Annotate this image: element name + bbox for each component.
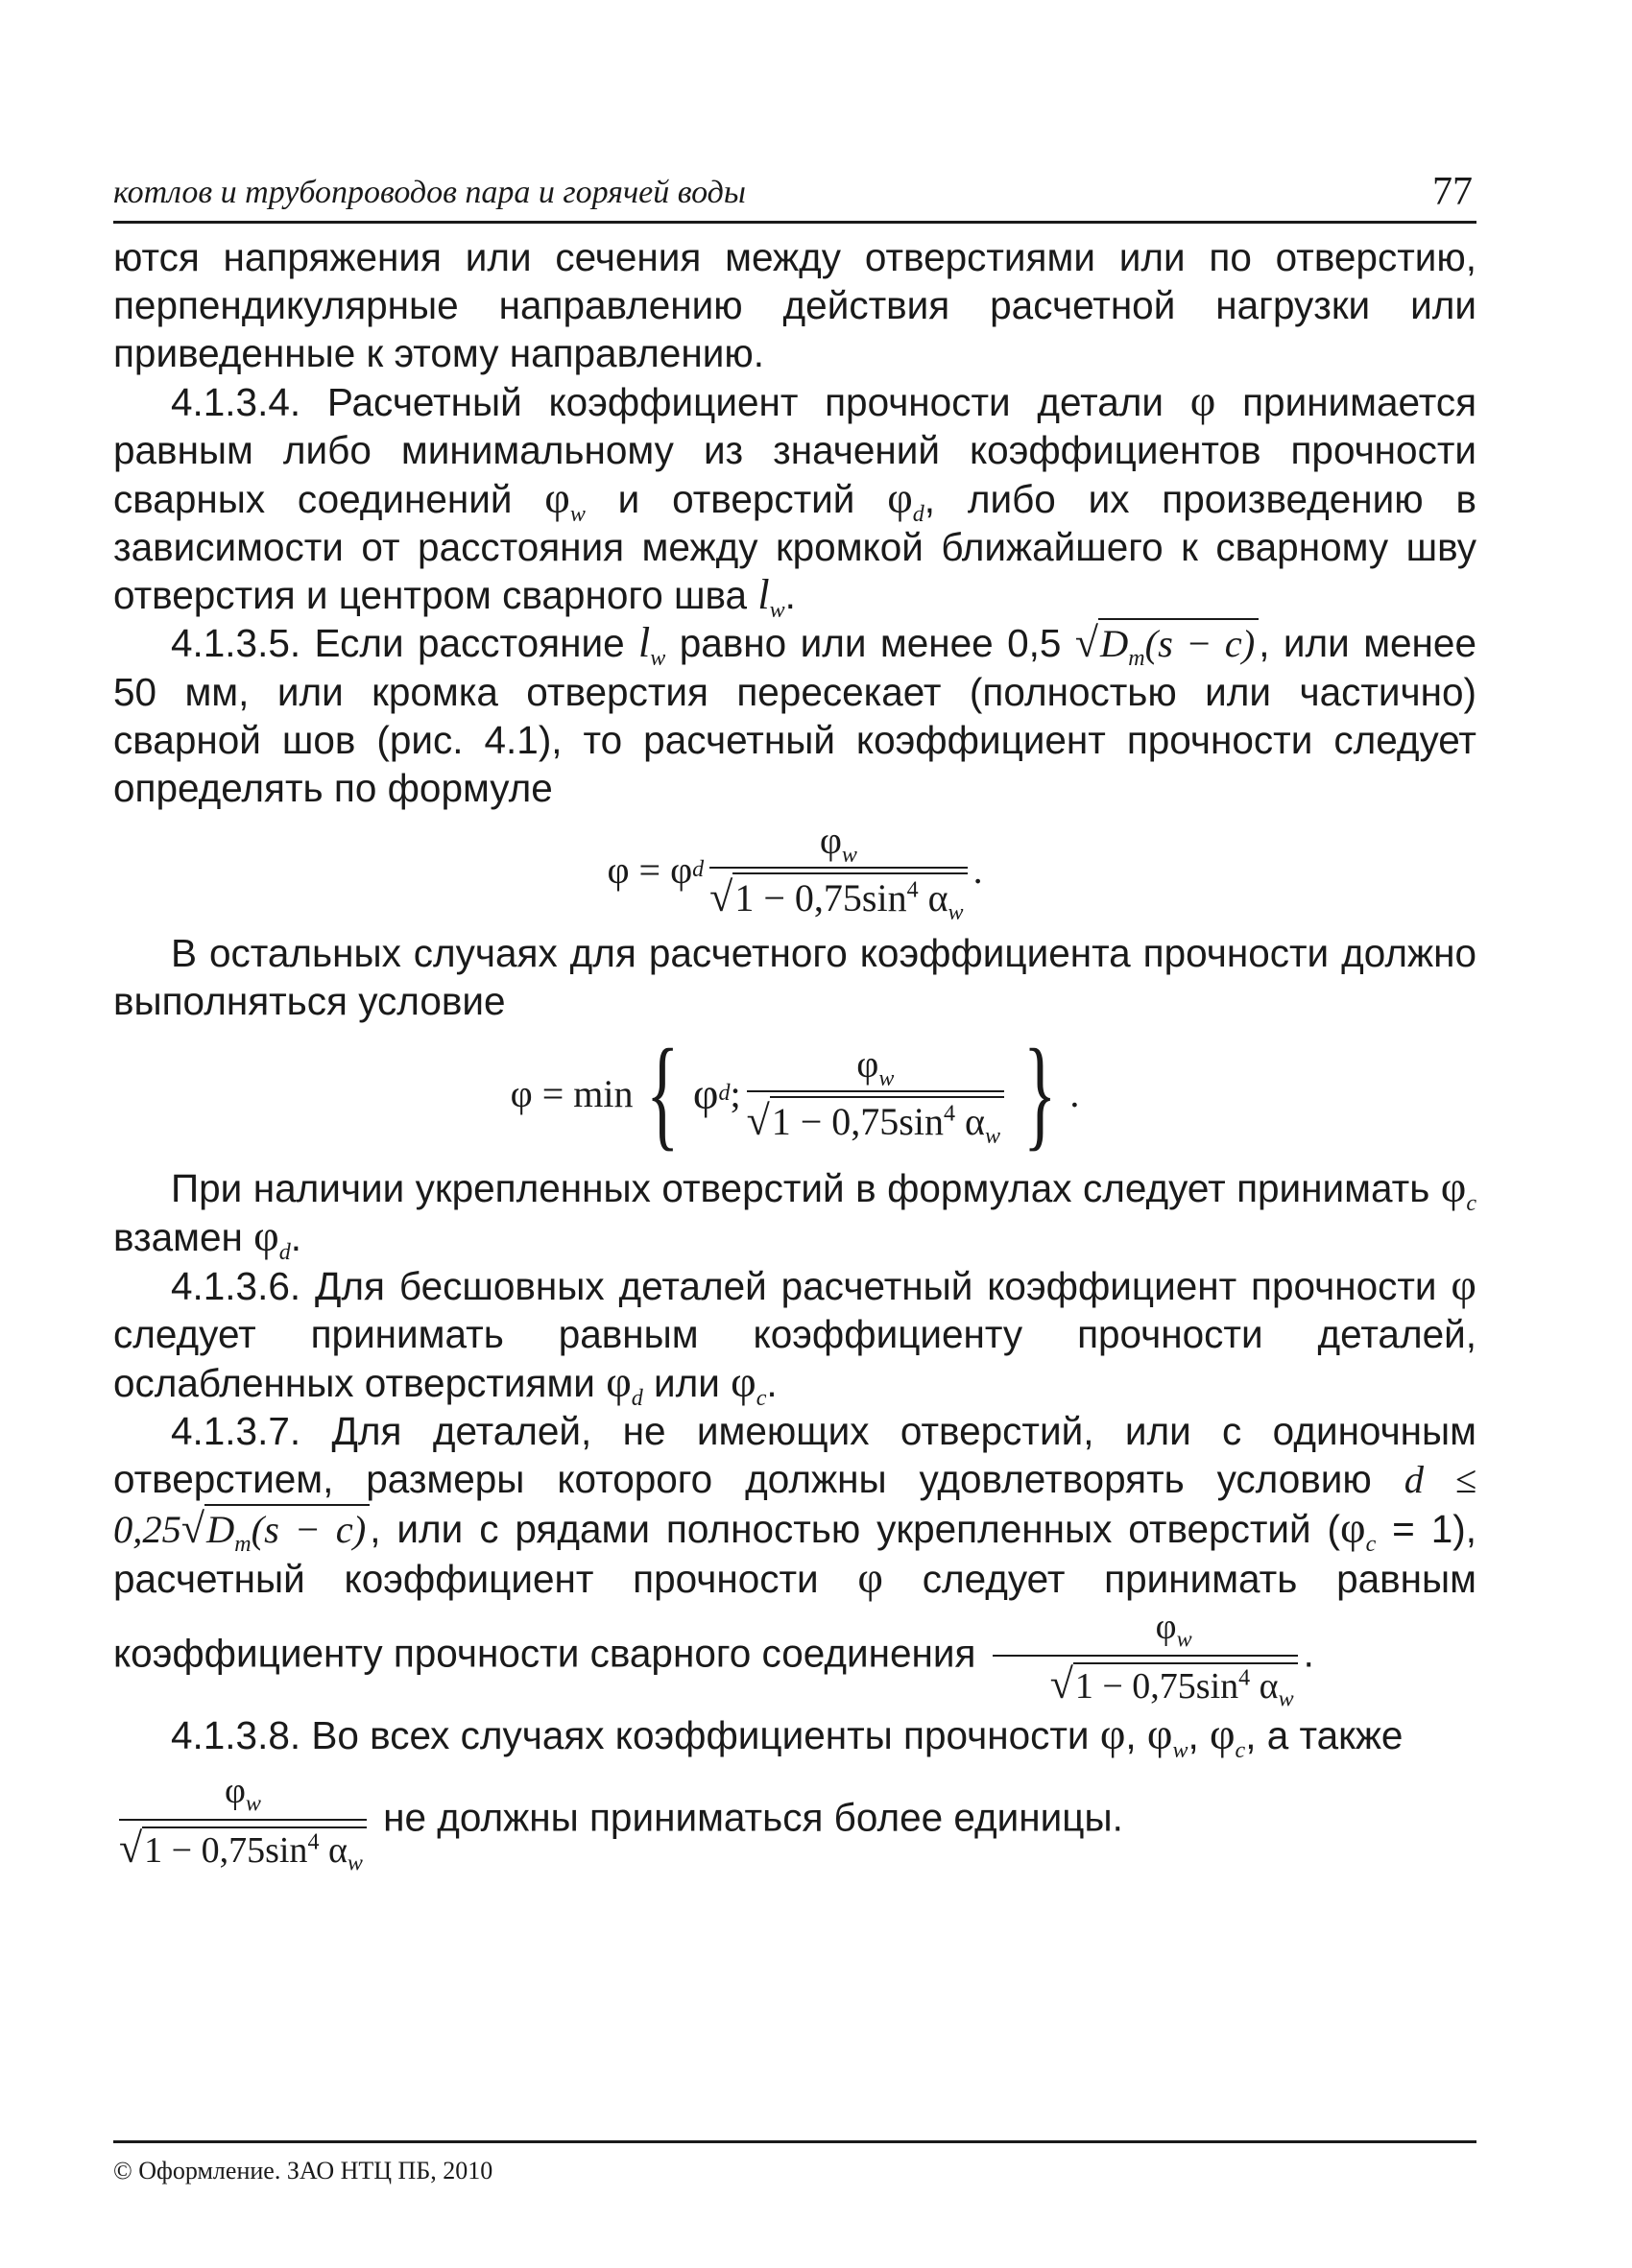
running-header — [113, 144, 1476, 224]
paragraph-4-1-3-4: 4.1.3.4. Расчетный коэффициент прочности детали φ принимается равным либо минимальному из значений коэффициентов прочности сварных соединений $\varphi_w$ и отверстий $\varphi_d$, либо их произведению в зависимости от расстояния между кромкой ближайшего к сварному шву отверстия и центром сварного шва $l_w$. — [113, 376, 1476, 624]
paragraph-4-1-3-6: 4.1.3.6. Для бесшовных деталей расчетный коэффициент прочности φ следует принимать равным коэффициенту прочности деталей, ослабленных отверстиями $\varphi_d$ или $\varphi_c$. — [113, 1260, 1476, 1412]
paragraph-4-1-3-7: 4.1.3.7. Для деталей, не имеющих отверстий, или с одиночным отверстием, размеры которого должны удовлетворять условию $d \le 0,25√D_m(s - c)$, или с рядами полностью укрепленных отверстий $(\varphi_c = 1)$, расчетный коэффициент прочности φ следует принимать равным коэффициенту прочности сварного соединения $\frac{\varphi_w}{√1 - 0,75\sin^4 \alpha_w}$ . — [113, 1409, 1476, 1712]
page-body — [113, 233, 1476, 1874]
paragraph-reinforced: При наличии укрепленных отверстий в формулах следует принимать $\varphi_c$ взамен $\varphi_d$. — [113, 1162, 1476, 1266]
paragraph-other-cases: В остальных случаях для расчетного коэффициента прочности должно выполняться условие — [113, 931, 1476, 1023]
paragraph-limit: $\frac{\varphi_w}{√1 - 0,75\sin^4 \alpha_w}$ не должны приниматься более единицы. — [119, 1771, 1123, 1876]
paragraph-continuation: ются напряжения или сечения между отверстиями или по отверстию, перпендикулярные направлению действия расчетной нагрузки или приведенные к этому направлению. — [113, 235, 1476, 375]
formula-phi-min: φ = min { φ d ; $\frac{\varphi_w}{√1 - 0,75\sin^4 \alpha_w}$ } . — [510, 1024, 1080, 1162]
header-title: котлов и трубопроводов пара и горячей воды — [113, 175, 746, 210]
book-page — [113, 144, 1476, 1874]
page-number: 77 — [1432, 170, 1473, 214]
copyright-footer: © Оформление. ЗАО НТЦ ПБ, 2010 — [113, 2140, 1476, 2185]
formula-phi-weld: φ = φ d $\frac{\varphi_w}{√1 - 0,75\sin^4 \alpha_w}$ . — [607, 819, 983, 925]
paragraph-4-1-3-5: 4.1.3.5. Если расстояние $l_w$ равно или менее 0,5 $√D_m(s - c)$, или менее 50 мм, или кромка отверстия пересекает (полностью или частично) сварной шов (рис. 4.1), то расчетный коэффициент прочности следует определять по формуле — [113, 619, 1476, 810]
paragraph-4-1-3-8: 4.1.3.8. Во всех случаях коэффициенты прочности φ, $\varphi_w$, $\varphi_c$, а также — [171, 1709, 1404, 1764]
